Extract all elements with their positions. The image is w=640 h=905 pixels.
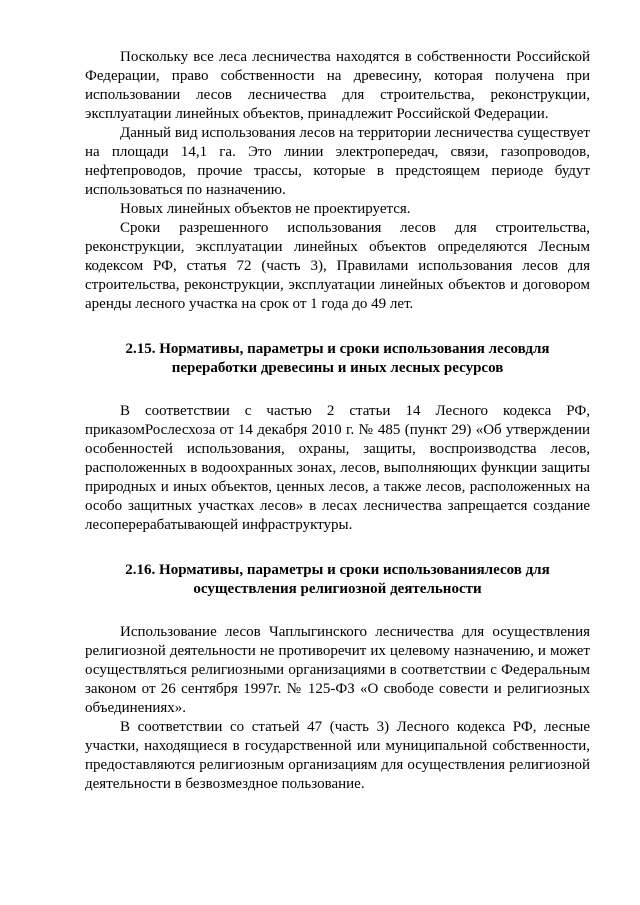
heading-line: осуществления религиозной деятельности xyxy=(193,581,482,597)
paragraph: Сроки разрешенного использования лесов для строительства, реконструкции, эксплуатации линейных объектов определяются Лесным кодексом РФ, статья 72 (часть 3), Правилами использования лесов для строительства, реконструкции, эксплуатации линейных объектов и договором аренды лесного участка на срок от 1 года до 49 лет. xyxy=(85,220,590,312)
paragraph: В соответствии со статьей 47 (часть 3) Лесного кодекса РФ, лесные участки, находящиеся в государственной или муниципальной собственности, предоставляются религиозным организациям для осуществления религиозной деятельности в безвозмездное пользование. xyxy=(85,719,590,792)
document-page xyxy=(85,48,590,794)
section-2-16 xyxy=(85,561,590,794)
paragraph: Поскольку все леса лесничества находятся в собственности Российской Федерации, право собственности на древесину, которая получена при использовании лесов лесничества для строительства, реконструкции, эксплуатации линейных объектов, принадлежит Российской Федерации. xyxy=(85,49,590,122)
paragraph: Данный вид использования лесов на территории лесничества существует на площади 14,1 га. Это линии электропередач, связи, газопроводов, нефтепроводов, прочие трассы, которые в предстоящем периоде будут использоваться по назначению. xyxy=(85,125,590,198)
paragraph: Новых линейных объектов не проектируется. xyxy=(120,201,411,217)
paragraph: Использование лесов Чаплыгинского лесничества для осуществления религиозной деятельности не противоречит их целевому назначению, и может осуществляться религиозными организациями в соответствии с Федеральным законом от 26 сентября 1997г. № 125-ФЗ «О свободе совести и религиозных объединениях». xyxy=(85,624,590,716)
heading-line: переработки древесины и иных лесных ресурсов xyxy=(171,360,504,376)
heading-line: 2.16. Нормативы, параметры и сроки использованиялесов для xyxy=(125,562,550,578)
heading-line: 2.15. Нормативы, параметры и сроки использования лесовдля xyxy=(125,341,550,357)
section-linear-objects xyxy=(85,48,590,314)
paragraph: В соответствии с частью 2 статьи 14 Лесного кодекса РФ, приказомРослесхоза от 14 декабря 2010 г. № 485 (пункт 29) «Об утверждении особенностей использования, охраны, защиты, воспроизводства лесов, расположенных в водоохранных зонах, лесов, выполняющих функции защиты природных и иных объектов, ценных лесов, а также лесов, расположенных на особо защитных участках лесов» в лесах лесничества запрещается создание лесоперерабатывающей инфраструктуры. xyxy=(85,403,590,533)
section-heading xyxy=(85,340,590,378)
section-2-15 xyxy=(85,340,590,535)
section-heading xyxy=(85,561,590,599)
